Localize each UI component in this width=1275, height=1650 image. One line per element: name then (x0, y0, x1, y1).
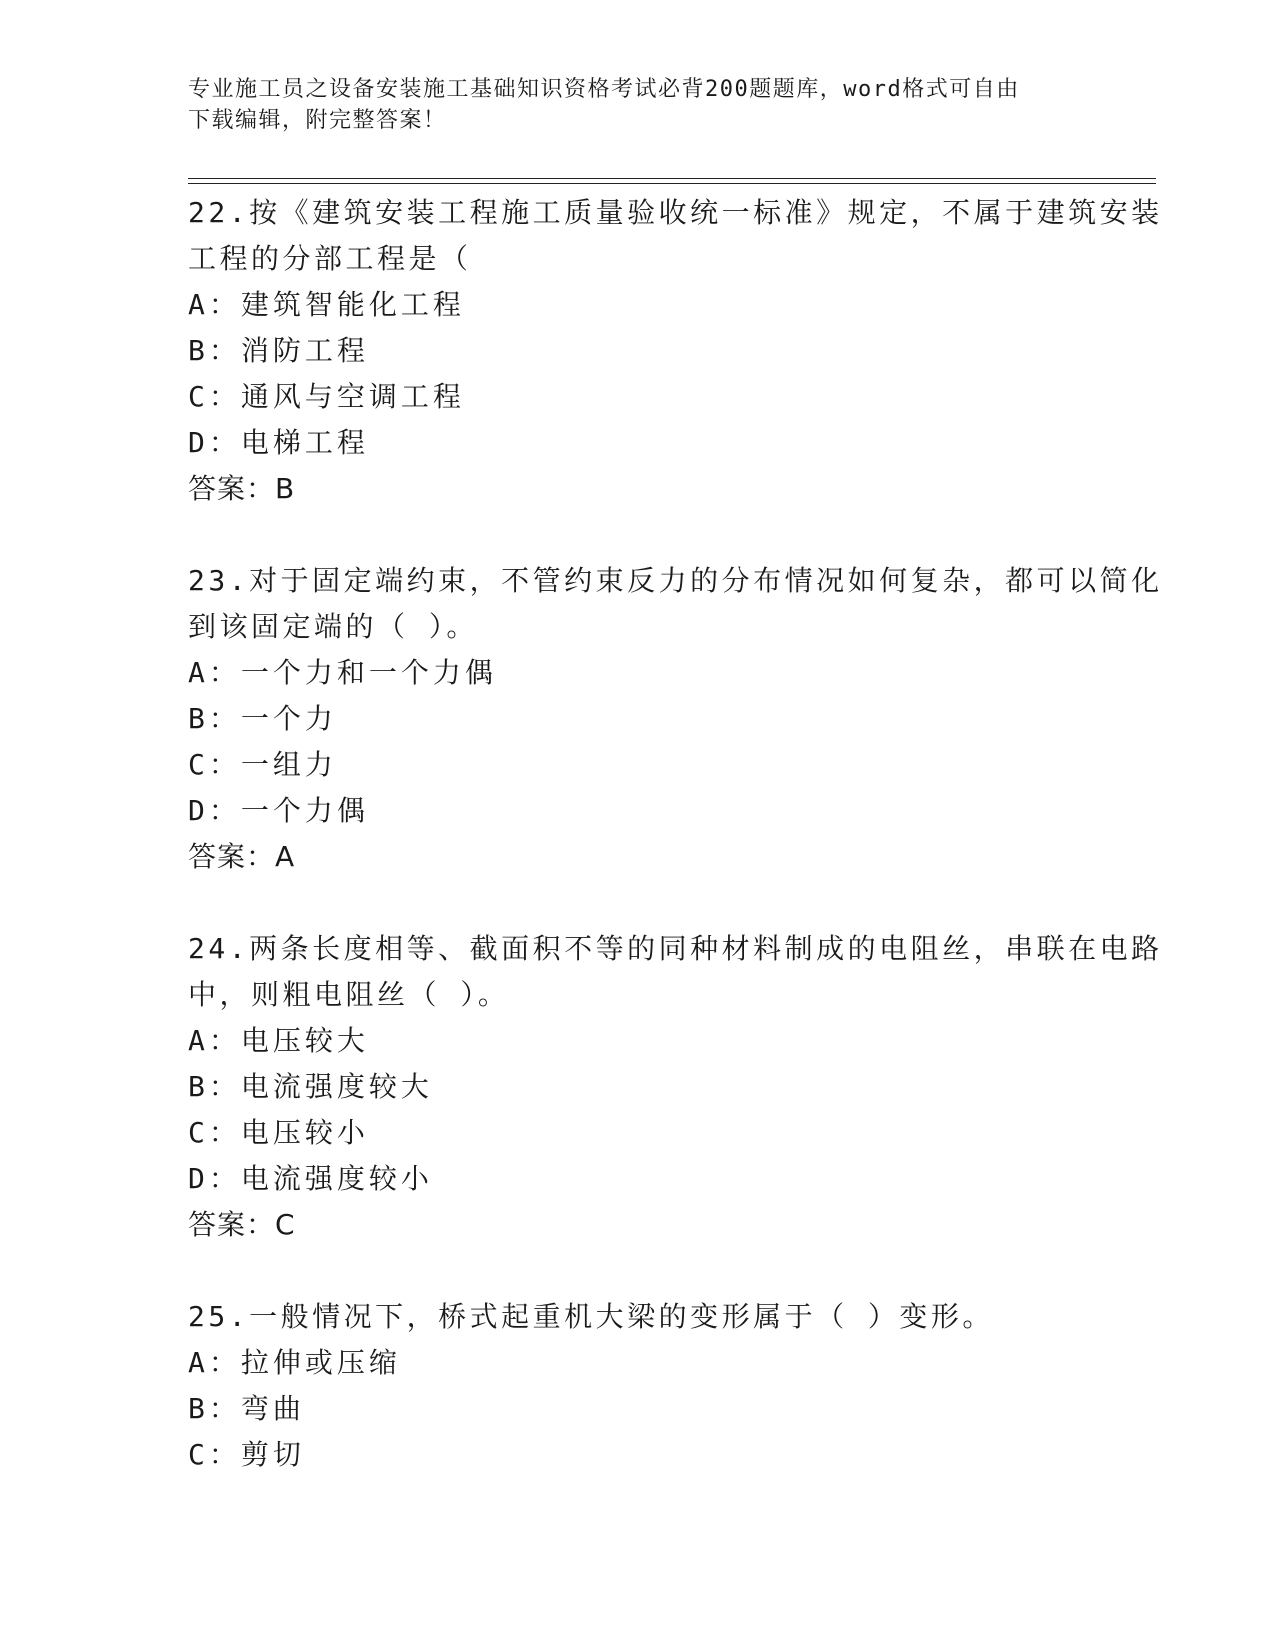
question-stem: 25.一般情况下，桥式起重机大梁的变形属于（ ）变形。 (188, 1300, 994, 1333)
option-c: C：剪切 (188, 1438, 305, 1471)
header-divider-bottom (188, 183, 1156, 184)
option-a: A：拉伸或压缩 (188, 1346, 401, 1379)
question-stem: 中，则粗电阻丝（ ）。 (188, 978, 510, 1011)
option-c: C：通风与空调工程 (188, 380, 465, 413)
option-b: B：电流强度较大 (188, 1070, 433, 1103)
question-24 (188, 926, 1163, 1248)
option-d: D：电流强度较小 (188, 1162, 433, 1195)
option-c: C：电压较小 (188, 1116, 369, 1149)
option-c: C：一组力 (188, 748, 337, 781)
question-23 (188, 558, 1163, 880)
option-a: A：电压较大 (188, 1024, 369, 1057)
question-stem: 24.两条长度相等、截面积不等的同种材料制成的电阻丝，串联在电路 (188, 932, 1163, 965)
question-stem: 工程的分部工程是（ (188, 242, 472, 275)
option-d: D：电梯工程 (188, 426, 369, 459)
option-a: A：建筑智能化工程 (188, 288, 465, 321)
option-d: D：一个力偶 (188, 794, 369, 827)
question-22 (188, 190, 1163, 512)
answer: 答案：C (188, 1208, 296, 1241)
option-b: B：消防工程 (188, 334, 369, 367)
answer: 答案：A (188, 840, 296, 873)
question-stem: 23.对于固定端约束，不管约束反力的分布情况如何复杂，都可以简化 (188, 564, 1163, 597)
question-list (188, 190, 1163, 1478)
option-b: B：一个力 (188, 702, 337, 735)
answer: 答案：B (188, 472, 296, 505)
spacer (188, 1248, 1088, 1294)
document-header (188, 74, 1068, 136)
header-line-1: 专业施工员之设备安装施工基础知识资格考试必背200题题库，word格式可自由 (188, 77, 1020, 102)
header-divider-top (188, 178, 1156, 179)
question-25 (188, 1294, 1088, 1478)
question-stem: 到该固定端的（ ）。 (188, 610, 478, 643)
header-line-2: 下载编辑，附完整答案！ (188, 108, 447, 133)
spacer (188, 512, 1088, 558)
spacer (188, 880, 1088, 926)
option-a: A：一个力和一个力偶 (188, 656, 497, 689)
option-b: B：弯曲 (188, 1392, 305, 1425)
question-stem: 22.按《建筑安装工程施工质量验收统一标准》规定，不属于建筑安装 (188, 196, 1163, 229)
